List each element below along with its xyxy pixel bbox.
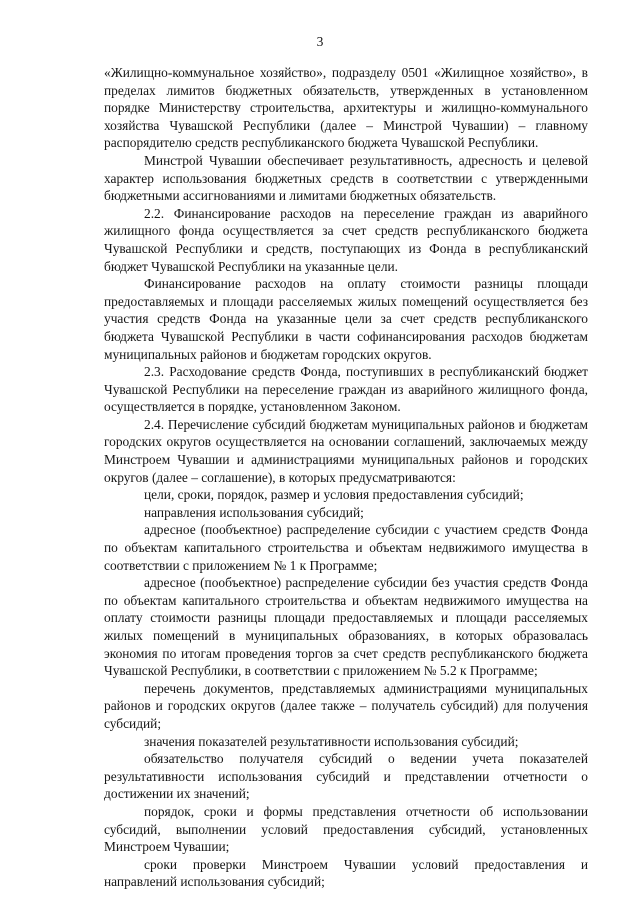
paragraph: Финансирование расходов на оплату стоимости разницы площади предоставляемых и площади расселяемых жилых помещений осуществляется без участия средств Фонда на указанные цели за счет средств республиканского бюджета Чувашской Республики в части софинансирования расходов бюджетам муниципальных районов и бюджетам городских округов. <box>104 276 588 362</box>
paragraph: направления использования субсидий; <box>144 504 364 520</box>
paragraph: 2.3. Расходование средств Фонда, поступивших в республиканский бюджет Чувашской Республики на переселение граждан из аварийного жилищного фонда, осуществляется в порядке, установленном Законом. <box>104 364 588 415</box>
paragraph: 2.2. Финансирование расходов на переселение граждан из аварийного жилищного фонда осуществляется за счет средств республиканского бюджета Чувашской Республики и средств, поступающих из Фонда в республиканский бюджет Чувашской Республики на указанные цели. <box>104 205 588 274</box>
paragraph: значения показателей результативности использования субсидий; <box>144 733 519 749</box>
paragraph: обязательство получателя субсидий о ведении учета показателей результативности использования субсидий и представлении отчетности о достижении их значений; <box>104 751 588 802</box>
paragraph: адресное (пообъектное) распределение субсидии с участием средств Фонда по объектам капитального строительства и объектам недвижимого имущества в соответствии с приложением № 1 к Программе; <box>104 522 588 573</box>
paragraph: цели, сроки, порядок, размер и условия предоставления субсидий; <box>144 487 524 503</box>
paragraph: «Жилищно-коммунальное хозяйство», подразделу 0501 «Жилищное хозяйство», в пределах лимитов бюджетных обязательств, утвержденных в установленном порядке Министерству строительства, архитектуры и жилищно-коммунального хозяйства Чувашской Республики (далее – Минстрой Чувашии) – главному распорядителю средств республиканского бюджета Чувашской Республики. <box>104 65 588 151</box>
paragraph: 2.4. Перечисление субсидий бюджетам муниципальных районов и бюджетам городских округов осуществляется на основании соглашений, заключаемых между Минстроем Чувашии и администрациями муниципальных районов и городских округов (далее – соглашение), в которых предусматриваются: <box>104 416 588 485</box>
paragraph: перечень документов, представляемых администрациями муниципальных районов и городских округов (далее также – получатель субсидий) для получения субсидий; <box>104 680 588 731</box>
document-body <box>104 64 588 891</box>
paragraph: сроки проверки Минстроем Чувашии условий предоставления и направлений использования субсидий; <box>104 856 588 890</box>
paragraph: порядок, сроки и формы представления отчетности об использовании субсидий, выполнении условий предоставления субсидий, установленных Минстроем Чувашии; <box>104 803 588 855</box>
paragraph: Минстрой Чувашии обеспечивает результативность, адресность и целевой характер использования бюджетных средств в соответствии с утвержденными бюджетными ассигнованиями и лимитами бюджетных обязательств. <box>104 152 588 204</box>
page-number: 3 <box>316 34 324 49</box>
paragraph: адресное (пообъектное) распределение субсидии без участия средств Фонда по объектам капитального строительства и объектам недвижимого имущества на оплату стоимости разницы площади предоставляемых и площади расселяемых жилых помещений в муниципальных образованиях, в которых образовалась экономия по итогам проведения торгов за счет средств республиканского бюджета Чувашской Республики, в соответствии с приложением № 5.2 к Программе; <box>104 575 588 679</box>
